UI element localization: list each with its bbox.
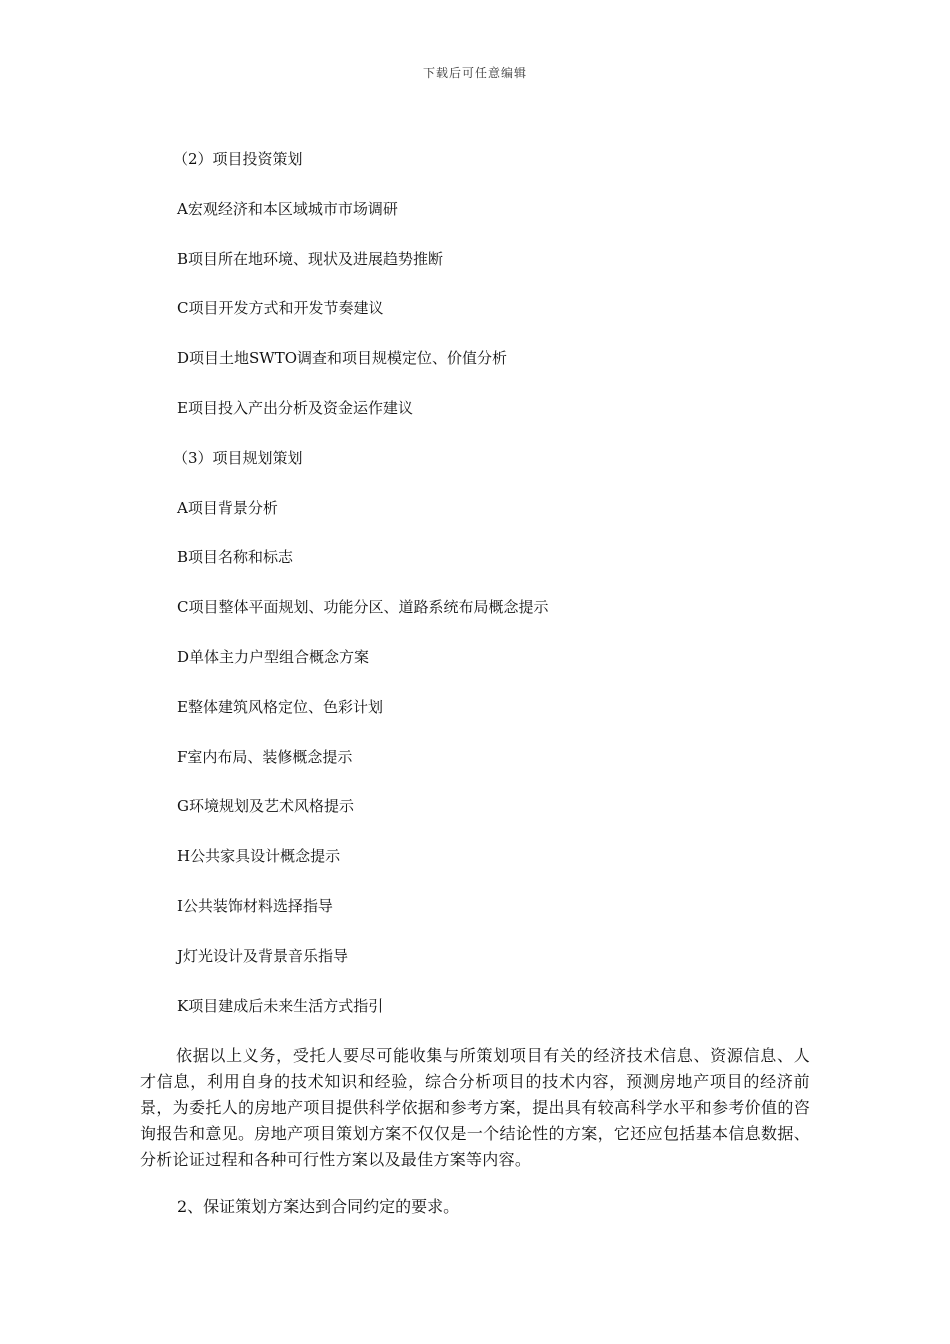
list-item: C项目开发方式和开发节奏建议 [177, 299, 384, 318]
list-item: G环境规划及艺术风格提示 [177, 797, 354, 816]
section-heading-planning: （3）项目规划策划 [173, 448, 303, 467]
list-item: D项目土地SWTO调查和项目规模定位、价值分析 [177, 349, 508, 368]
document-body [173, 146, 817, 1042]
list-item: J灯光设计及背景音乐指导 [177, 946, 349, 965]
list-item: D单体主力户型组合概念方案 [177, 647, 370, 666]
final-list-item: 2、保证策划方案达到合同约定的要求。 [177, 1197, 460, 1216]
list-item: C项目整体平面规划、功能分区、道路系统布局概念提示 [177, 598, 549, 617]
body-paragraph: 依据以上义务，受托人要尽可能收集与所策划项目有关的经济技术信息、资源信息、人才信息，利用自身的技术知识和经验，综合分析项目的技术内容，预测房地产项目的经济前景，为委托人的房地产项目提供科学依据和参考方案，提出具有较高科学水平和参考价值的咨询报告和意见。房地产项目策划方案不仅仅是一个结论性的方案，它还应包括基本信息数据、分析论证过程和各种可行性方案以及最佳方案等内容。 [140, 1046, 810, 1169]
list-item: F室内布局、装修概念提示 [177, 747, 353, 766]
list-item: E整体建筑风格定位、色彩计划 [177, 697, 383, 716]
list-item: B项目名称和标志 [177, 548, 294, 567]
page-header-watermark: 下载后可任意编辑 [422, 66, 527, 80]
list-item: E项目投入产出分析及资金运作建议 [177, 398, 413, 417]
list-item: K项目建成后未来生活方式指引 [177, 996, 384, 1015]
list-item: A宏观经济和本区域城市市场调研 [177, 199, 398, 218]
section-heading-investment: （2）项目投资策划 [173, 150, 303, 168]
list-item: I公共装饰材料选择指导 [177, 896, 333, 915]
list-item: A项目背景分析 [177, 498, 278, 517]
list-item: B项目所在地环境、现状及进展趋势推断 [177, 249, 444, 268]
list-item: H公共家具设计概念提示 [177, 847, 341, 866]
